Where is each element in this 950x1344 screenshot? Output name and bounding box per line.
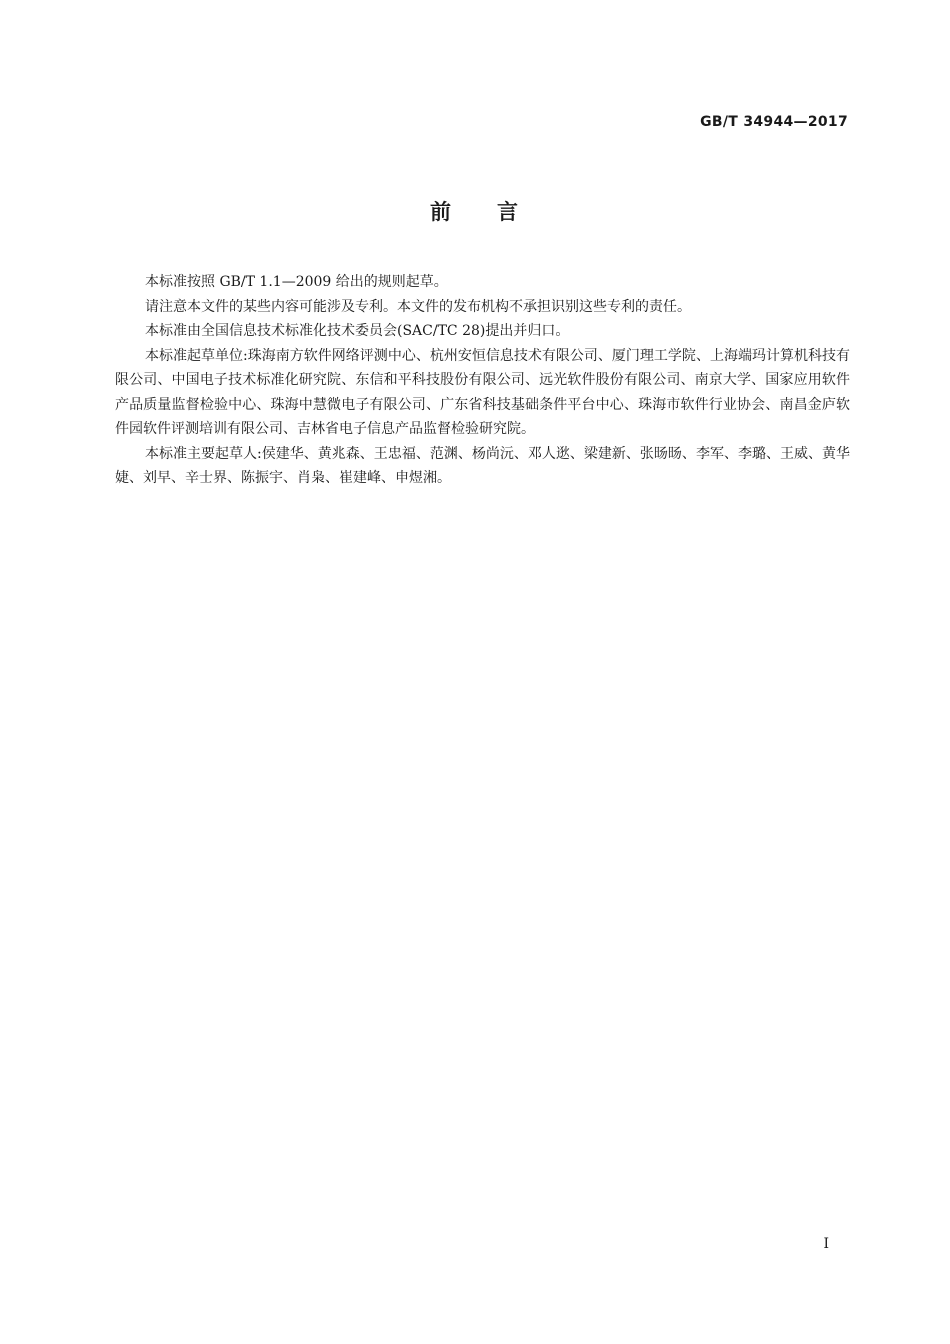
- paragraph-patent-notice: 请注意本文件的某些内容可能涉及专利。本文件的发布机构不承担识别这些专利的责任。: [145, 298, 691, 315]
- paragraph-drafters: 本标准主要起草人:侯建华、黄兆森、王忠福、范渊、杨尚沅、邓人逖、梁建新、张旸旸、李军、李璐、王威、黄华婕、刘早、辛士界、陈振宇、肖枭、崔建峰、申煜湘。: [115, 445, 850, 486]
- paragraph-drafting-units: 本标准起草单位:珠海南方软件网络评测中心、杭州安恒信息技术有限公司、厦门理工学院、上海端玛计算机科技有限公司、中国电子技术标准化研究院、东信和平科技股份有限公司、远光软件股份有限公司、南京大学、国家应用软件产品质量监督检验中心、珠海中慧微电子有限公司、广东省科技基础条件平台中心、珠海市软件行业协会、南昌金庐软件园软件评测培训有限公司、吉林省电子信息产品监督检验研究院。: [115, 347, 850, 437]
- title-char-2: 言: [497, 200, 520, 224]
- page-number: I: [823, 1236, 829, 1252]
- paragraph-drafting-rules: 本标准按照 GB/T 1.1—2009 给出的规则起草。: [145, 274, 448, 290]
- paragraph-proposer: 本标准由全国信息技术标准化技术委员会(SAC/TC 28)提出并归口。: [145, 323, 570, 339]
- standard-code: GB/T 34944—2017: [700, 114, 848, 130]
- title-char-1: 前: [430, 200, 453, 224]
- foreword-body: [115, 270, 850, 491]
- page-title: [0, 196, 950, 226]
